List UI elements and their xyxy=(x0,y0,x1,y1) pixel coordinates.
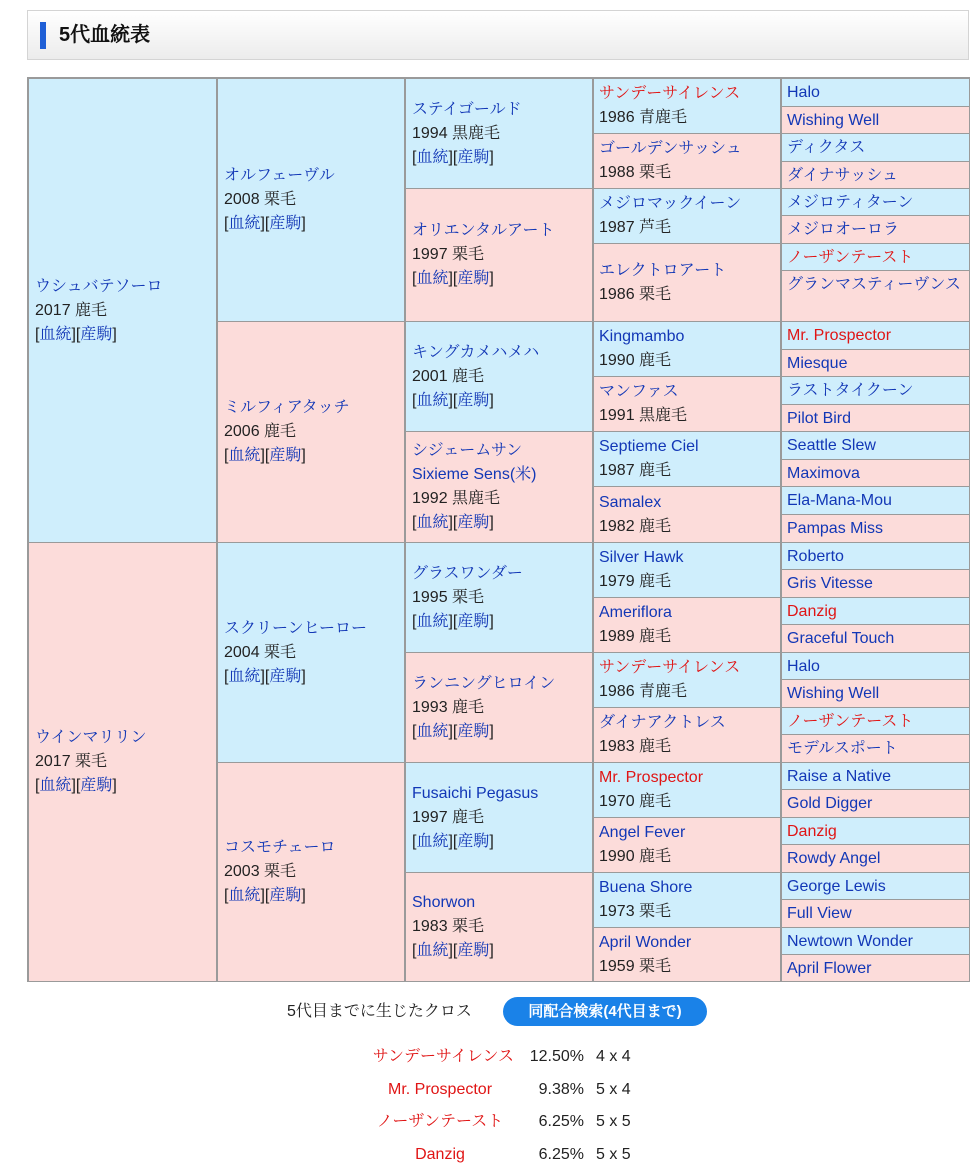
pedigree-cell-content xyxy=(787,274,964,296)
horse-name-link[interactable]: Septieme Ciel xyxy=(599,438,699,455)
pedigree-cell-content xyxy=(787,546,964,568)
foals-link[interactable]: 産駒 xyxy=(80,325,113,343)
foals-link[interactable]: 産駒 xyxy=(457,391,490,409)
horse-birth-color: 1991 黒鹿毛 xyxy=(599,407,688,424)
title-accent-bar xyxy=(40,22,46,49)
foals-link[interactable]: 産駒 xyxy=(457,612,490,630)
pedigree-cell-content xyxy=(787,766,964,788)
horse-name-link[interactable]: Ela-Mana-Mou xyxy=(787,492,892,509)
pedigree-cell-content xyxy=(787,82,964,104)
pedigree-cell-content xyxy=(224,836,336,908)
pedigree-cell-gen5 xyxy=(782,598,969,624)
foals-link[interactable]: 産駒 xyxy=(269,667,302,685)
cross-generations: 5 x 5 xyxy=(596,1146,631,1163)
cross-percentage: 6.25% xyxy=(538,1146,584,1163)
horse-links: [血統][産駒] xyxy=(224,887,306,904)
horse-birth-color: 1990 鹿毛 xyxy=(599,352,672,369)
horse-birth-color: 2001 鹿毛 xyxy=(412,367,485,385)
pedigree-cell-gen3 xyxy=(406,873,592,981)
pedigree-link[interactable]: 血統 xyxy=(416,148,449,166)
horse-birth-color: 2004 栗毛 xyxy=(224,643,297,661)
pedigree-cell-gen3 xyxy=(406,763,592,872)
pedigree-cell-content xyxy=(599,491,671,539)
cross-horse-name[interactable]: ノーザンテースト xyxy=(376,1113,504,1130)
horse-name-link[interactable]: April Flower xyxy=(787,960,872,977)
pedigree-cell-content xyxy=(412,439,536,535)
horse-name-link[interactable]: Maximova xyxy=(787,465,860,482)
horse-birth-color: 1983 鹿毛 xyxy=(599,738,672,755)
horse-name-link[interactable]: ノーザンテースト xyxy=(787,713,914,730)
horse-name-link[interactable]: Full View xyxy=(787,905,852,922)
horse-name-link[interactable]: サンデーサイレンス xyxy=(599,659,741,676)
pedigree-cell-content xyxy=(599,192,741,240)
horse-name-link[interactable]: Wishing Well xyxy=(787,112,880,129)
pedigree-cell-content xyxy=(224,617,367,689)
horse-name-link[interactable]: Pilot Bird xyxy=(787,410,852,427)
horse-birth-color: 1994 黒鹿毛 xyxy=(412,124,501,142)
pedigree-cell-gen5 xyxy=(782,216,969,243)
cross-row xyxy=(0,1143,976,1167)
horse-name-link[interactable]: Raise a Native xyxy=(787,768,892,785)
pedigree-cell-content xyxy=(412,98,522,170)
pedigree-cell-gen5 xyxy=(782,653,969,679)
cross-horse-name[interactable]: Danzig xyxy=(415,1146,465,1163)
horse-name-link[interactable]: Gold Digger xyxy=(787,795,873,812)
pedigree-cell-gen5 xyxy=(782,873,969,899)
pedigree-cell-content xyxy=(787,573,964,595)
foals-link[interactable]: 産駒 xyxy=(457,722,490,740)
horse-name-link[interactable]: Ameriflora xyxy=(599,604,672,621)
horse-birth-color: 1970 鹿毛 xyxy=(599,793,672,810)
pedigree-cell-content xyxy=(412,891,494,963)
pedigree-cell-content xyxy=(787,793,964,815)
horse-links: [血統][産駒] xyxy=(412,722,494,740)
pedigree-link[interactable]: 血統 xyxy=(228,887,261,904)
pedigree-cell-gen4 xyxy=(594,873,780,927)
pedigree-cell-content xyxy=(787,165,964,187)
horse-name-link[interactable]: Silver Hawk xyxy=(599,549,684,566)
horse-birth-color: 1973 栗毛 xyxy=(599,903,672,920)
pedigree-cell-gen4 xyxy=(594,763,780,817)
horse-name-link[interactable]: オリエンタルアート xyxy=(412,222,555,239)
cross-percentage: 9.38% xyxy=(538,1081,584,1098)
pedigree-cell-gen5 xyxy=(782,79,969,106)
pedigree-cell-gen1 xyxy=(29,79,216,542)
horse-name-link[interactable]: ダイナアクトレス xyxy=(599,714,726,731)
pedigree-cell-content xyxy=(787,738,964,760)
horse-name-link[interactable]: George Lewis xyxy=(787,878,886,895)
pedigree-cell-content xyxy=(787,325,964,347)
horse-birth-color: 1959 栗毛 xyxy=(599,957,672,975)
horse-name-link[interactable]: メジロオーロラ xyxy=(787,221,900,238)
horse-name-link[interactable]: メジロティターン xyxy=(787,194,914,211)
pedigree-cell-gen5 xyxy=(782,818,969,844)
pedigree-cell-content xyxy=(412,782,538,854)
horse-birth-color: 2006 鹿毛 xyxy=(224,423,297,440)
pedigree-cell-content xyxy=(787,848,964,870)
pedigree-link[interactable]: 血統 xyxy=(416,270,449,287)
cross-generations: 4 x 4 xyxy=(596,1048,631,1065)
horse-birth-color: 1987 芦毛 xyxy=(599,219,672,236)
horse-name-link[interactable]: メジロマックイーン xyxy=(599,195,742,212)
horse-birth-color: 1979 鹿毛 xyxy=(599,573,672,590)
pedigree-link[interactable]: 血統 xyxy=(39,777,72,794)
foals-link[interactable]: 産駒 xyxy=(457,942,490,959)
horse-birth-color: 1983 栗毛 xyxy=(412,918,485,935)
pedigree-cell-gen4 xyxy=(594,134,780,188)
horse-birth-color: 1988 栗毛 xyxy=(599,164,672,181)
pedigree-cell-content xyxy=(599,656,740,704)
pedigree-cell-content xyxy=(787,711,964,733)
pedigree-cell-content xyxy=(599,931,691,979)
horse-links: [血統][産駒] xyxy=(412,514,494,531)
pedigree-cell-content xyxy=(787,247,964,269)
horse-name-link[interactable]: ダイナサッシュ xyxy=(787,167,899,184)
horse-links: [血統][産駒] xyxy=(412,148,494,166)
pedigree-cell-content xyxy=(599,259,726,307)
pedigree-cell-gen4 xyxy=(594,543,780,597)
pedigree-cell-content xyxy=(787,353,964,375)
pedigree-cell-gen5 xyxy=(782,487,969,514)
pedigree-cell-gen5 xyxy=(782,377,969,404)
pedigree-cell-gen5 xyxy=(782,350,969,376)
pedigree-cell-content xyxy=(412,341,539,413)
section-title: 5代血統表 xyxy=(59,24,151,46)
horse-birth-color: 1993 鹿毛 xyxy=(412,698,485,716)
pedigree-cell-content xyxy=(787,683,964,705)
horse-links: [血統][産駒] xyxy=(412,942,494,959)
pedigree-cell-gen4 xyxy=(594,653,780,707)
horse-name-link[interactable]: Mr. Prospector xyxy=(787,327,892,344)
cross-row xyxy=(0,1045,976,1069)
horse-birth-color: 2008 栗毛 xyxy=(224,191,297,208)
pedigree-cell-gen5 xyxy=(782,432,969,459)
foals-link[interactable]: 産駒 xyxy=(457,832,490,850)
horse-birth-color: 1989 鹿毛 xyxy=(599,628,672,645)
horse-links: [血統][産駒] xyxy=(224,447,306,464)
pedigree-cell-gen4 xyxy=(594,598,780,652)
pedigree-cell-content xyxy=(787,903,964,925)
pedigree-link[interactable]: 血統 xyxy=(416,942,449,959)
horse-name-link[interactable]: Roberto xyxy=(787,548,844,565)
pedigree-cell-gen4 xyxy=(594,432,780,486)
pedigree-link[interactable]: 血統 xyxy=(416,832,449,850)
horse-name-link[interactable]: オルフェーヴル xyxy=(224,167,335,184)
pedigree-cell-gen4 xyxy=(594,79,780,133)
horse-name-link[interactable]: Rowdy Angel xyxy=(787,850,881,867)
pedigree-cell-content xyxy=(599,711,726,759)
horse-name-link[interactable]: Fusaichi Pegasus xyxy=(412,784,539,802)
horse-name-link[interactable]: サンデーサイレンス xyxy=(599,85,741,102)
foals-link[interactable]: 産駒 xyxy=(457,148,490,166)
pedigree-cell-gen5 xyxy=(782,900,969,927)
pedigree-cell-content xyxy=(412,219,555,291)
horse-name-link[interactable]: Seattle Slew xyxy=(787,437,876,454)
horse-name-link[interactable]: ラストタイクーン xyxy=(787,382,914,399)
horse-name-link[interactable]: モデルスポート xyxy=(787,740,898,757)
horse-name-link[interactable]: ディクタス xyxy=(787,139,866,156)
horse-birth-color: 1986 青鹿毛 xyxy=(599,109,688,126)
pedigree-cell-gen2 xyxy=(218,79,404,321)
cross-label: 5代目までに生じたクロス xyxy=(287,1003,472,1020)
horse-alt-name-link[interactable]: Sixieme Sens(米) xyxy=(412,466,537,483)
cross-row xyxy=(0,1078,976,1102)
horse-name-link[interactable]: ステイゴールド xyxy=(412,100,522,118)
pedigree-cell-gen5 xyxy=(782,162,969,188)
horse-name-link[interactable]: Newtown Wonder xyxy=(787,933,913,950)
pedigree-cell-content xyxy=(599,821,685,869)
cross-generations: 5 x 5 xyxy=(596,1113,631,1130)
horse-name-link[interactable]: Danzig xyxy=(787,823,837,840)
pedigree-cell-gen3 xyxy=(406,653,592,762)
pedigree-cell-gen5 xyxy=(782,845,969,872)
horse-name-link[interactable]: シジェームサン xyxy=(412,442,523,459)
pedigree-cell-content xyxy=(599,380,687,428)
pedigree-cell-gen5 xyxy=(782,763,969,789)
pedigree-cell-content xyxy=(412,562,523,634)
pedigree-cell-gen5 xyxy=(782,708,969,734)
horse-name-link[interactable]: Mr. Prospector xyxy=(599,769,704,786)
horse-name-link[interactable]: Pampas Miss xyxy=(787,520,884,537)
pedigree-cell-content xyxy=(787,110,964,132)
pedigree-cell-gen5 xyxy=(782,460,969,486)
horse-birth-color: 1987 鹿毛 xyxy=(599,462,672,479)
foals-link[interactable]: 産駒 xyxy=(457,514,490,531)
horse-name-link[interactable]: ウシュバテソーロ xyxy=(35,277,163,295)
pedigree-cell-gen4 xyxy=(594,487,780,542)
pedigree-link[interactable]: 血統 xyxy=(416,514,449,531)
horse-birth-color: 1995 栗毛 xyxy=(412,588,485,606)
horse-name-link[interactable]: Gris Vitesse xyxy=(787,575,873,592)
pedigree-cell-gen5 xyxy=(782,625,969,652)
horse-name-link[interactable]: Miesque xyxy=(787,355,848,372)
foals-link[interactable]: 産駒 xyxy=(80,777,113,794)
horse-name-link[interactable]: Buena Shore xyxy=(599,879,693,896)
pedigree-cell-gen4 xyxy=(594,189,780,243)
horse-name-link[interactable]: ランニングヒロイン xyxy=(412,674,556,692)
horse-name-link[interactable]: グラスワンダー xyxy=(412,564,523,582)
horse-name-link[interactable]: グランマスティーヴンス xyxy=(787,276,961,293)
pedigree-cell-gen5 xyxy=(782,271,969,321)
pedigree-cell-content xyxy=(599,137,742,185)
horse-birth-color: 2017 鹿毛 xyxy=(35,301,108,319)
pedigree-cell-content xyxy=(787,192,964,214)
horse-links: [血統][産駒] xyxy=(412,612,494,630)
horse-name-link[interactable]: Halo xyxy=(787,658,820,675)
pedigree-cell-content xyxy=(412,672,555,744)
cross-row xyxy=(0,1110,976,1134)
pedigree-cell-gen5 xyxy=(782,322,969,349)
pedigree-link[interactable]: 血統 xyxy=(39,325,72,343)
pedigree-cell-content xyxy=(224,164,335,236)
horse-links: [血統][産駒] xyxy=(35,777,117,794)
horse-links: [血統][産駒] xyxy=(224,215,306,232)
pedigree-cell-gen2 xyxy=(218,322,404,542)
horse-name-link[interactable]: Halo xyxy=(787,84,820,101)
horse-name-link[interactable]: Kingmambo xyxy=(599,328,685,345)
foals-link[interactable]: 産駒 xyxy=(269,447,302,464)
pedigree-cell-content xyxy=(787,876,964,898)
pedigree-cell-gen5 xyxy=(782,515,969,542)
horse-name-link[interactable]: Samalex xyxy=(599,493,662,511)
pedigree-cell-gen3 xyxy=(406,322,592,431)
pedigree-cell-content xyxy=(787,931,964,953)
horse-links: [血統][産駒] xyxy=(35,325,117,343)
pedigree-cell-gen5 xyxy=(782,735,969,762)
pedigree-cell-content xyxy=(787,408,964,430)
pedigree-cell-content xyxy=(787,821,964,843)
pedigree-cell-content xyxy=(599,82,740,130)
pedigree-cell-gen5 xyxy=(782,107,969,133)
horse-name-link[interactable]: ウインマリリン xyxy=(35,729,147,746)
pedigree-cell-gen5 xyxy=(782,405,969,431)
pedigree-cell-gen4 xyxy=(594,377,780,431)
horse-birth-color: 1986 青鹿毛 xyxy=(599,683,688,700)
horse-birth-color: 1990 鹿毛 xyxy=(599,848,672,865)
pedigree-link[interactable]: 血統 xyxy=(228,447,261,464)
pedigree-cell-gen5 xyxy=(782,570,969,597)
pedigree-cell-gen5 xyxy=(782,790,969,817)
cross-horse-name[interactable]: サンデーサイレンス xyxy=(372,1048,514,1065)
horse-name-link[interactable]: コスモチェーロ xyxy=(224,839,336,856)
horse-birth-color: 1986 栗毛 xyxy=(599,285,672,303)
same-breeding-search-button[interactable]: 同配合検索(4代目まで) xyxy=(503,997,707,1026)
horse-name-link[interactable]: Angel Fever xyxy=(599,824,686,841)
pedigree-cell-content xyxy=(599,325,684,373)
pedigree-cell-gen3 xyxy=(406,543,592,652)
horse-name-link[interactable]: ノーザンテースト xyxy=(787,249,914,266)
horse-name-link[interactable]: Wishing Well xyxy=(787,685,880,702)
pedigree-cell-gen3 xyxy=(406,79,592,188)
horse-birth-color: 1992 黒鹿毛 xyxy=(412,490,501,507)
foals-link[interactable]: 産駒 xyxy=(457,270,490,287)
horse-name-link[interactable]: キングカメハメハ xyxy=(412,343,540,361)
pedigree-cell-content xyxy=(787,656,964,678)
pedigree-table xyxy=(27,77,970,982)
pedigree-link[interactable]: 血統 xyxy=(228,215,261,232)
pedigree-cell-gen5 xyxy=(782,244,969,270)
cross-horse-name[interactable]: Mr. Prospector xyxy=(387,1081,493,1098)
pedigree-link[interactable]: 血統 xyxy=(416,612,449,630)
pedigree-cell-gen3 xyxy=(406,432,592,542)
pedigree-link[interactable]: 血統 xyxy=(416,722,449,740)
pedigree-cell-gen1 xyxy=(29,543,216,981)
horse-birth-color: 2017 栗毛 xyxy=(35,753,108,770)
pedigree-cell-content xyxy=(787,958,964,980)
pedigree-cell-gen5 xyxy=(782,928,969,954)
pedigree-cell-content xyxy=(787,435,964,457)
horse-links: [血統][産駒] xyxy=(224,667,306,685)
pedigree-cell-content xyxy=(787,518,964,540)
horse-name-link[interactable]: April Wonder xyxy=(599,933,692,951)
pedigree-cell-content xyxy=(224,396,350,468)
cross-generations: 5 x 4 xyxy=(596,1081,631,1098)
pedigree-link[interactable]: 血統 xyxy=(416,391,449,409)
foals-link[interactable]: 産駒 xyxy=(269,887,302,904)
horse-links: [血統][産駒] xyxy=(412,391,494,409)
pedigree-cell-content xyxy=(599,766,703,814)
pedigree-cell-gen4 xyxy=(594,928,780,981)
horse-name-link[interactable]: Shorwon xyxy=(412,894,476,911)
horse-links: [血統][産駒] xyxy=(412,832,494,850)
pedigree-cell-gen5 xyxy=(782,543,969,569)
foals-link[interactable]: 産駒 xyxy=(269,215,302,232)
cross-header xyxy=(0,997,976,1027)
pedigree-cell-content xyxy=(787,380,964,402)
cross-percentage: 6.25% xyxy=(538,1113,584,1130)
pedigree-cell-content xyxy=(35,726,147,798)
pedigree-link[interactable]: 血統 xyxy=(228,667,261,685)
pedigree-cell-gen3 xyxy=(406,189,592,321)
horse-name-link[interactable]: ミルフィアタッチ xyxy=(224,399,350,416)
horse-name-link[interactable]: ゴールデンサッシュ xyxy=(599,140,742,157)
pedigree-cell-content xyxy=(599,546,683,594)
pedigree-cell-content xyxy=(787,601,964,623)
pedigree-cell-gen5 xyxy=(782,189,969,215)
pedigree-cell-gen4 xyxy=(594,818,780,872)
pedigree-cell-content xyxy=(787,219,964,241)
pedigree-cell-content xyxy=(599,435,699,483)
horse-name-link[interactable]: スクリーンヒーロー xyxy=(224,619,368,637)
horse-name-link[interactable]: Danzig xyxy=(787,603,837,620)
horse-birth-color: 1982 鹿毛 xyxy=(599,517,672,535)
horse-name-link[interactable]: エレクトロアート xyxy=(599,261,727,279)
pedigree-cell-content xyxy=(599,876,692,924)
pedigree-cell-gen4 xyxy=(594,244,780,321)
section-title-bar xyxy=(27,10,969,60)
pedigree-cell-gen5 xyxy=(782,134,969,161)
pedigree-cell-content xyxy=(35,275,163,347)
pedigree-cell-gen4 xyxy=(594,322,780,376)
horse-links: [血統][産駒] xyxy=(412,270,494,287)
pedigree-cell-gen2 xyxy=(218,763,404,981)
pedigree-cell-content xyxy=(787,463,964,485)
pedigree-cell-content xyxy=(787,490,964,512)
cross-percentage: 12.50% xyxy=(529,1048,584,1065)
pedigree-cell-content xyxy=(787,628,964,650)
horse-birth-color: 2003 栗毛 xyxy=(224,863,297,880)
horse-birth-color: 1997 鹿毛 xyxy=(412,808,485,826)
pedigree-cell-gen4 xyxy=(594,708,780,762)
horse-birth-color: 1997 栗毛 xyxy=(412,246,485,263)
pedigree-cell-gen2 xyxy=(218,543,404,762)
horse-name-link[interactable]: マンファス xyxy=(599,383,679,400)
horse-name-link[interactable]: Graceful Touch xyxy=(787,630,895,647)
pedigree-cell-content xyxy=(787,137,964,159)
pedigree-cell-content xyxy=(599,601,672,649)
pedigree-cell-gen5 xyxy=(782,955,969,981)
pedigree-cell-gen5 xyxy=(782,680,969,707)
